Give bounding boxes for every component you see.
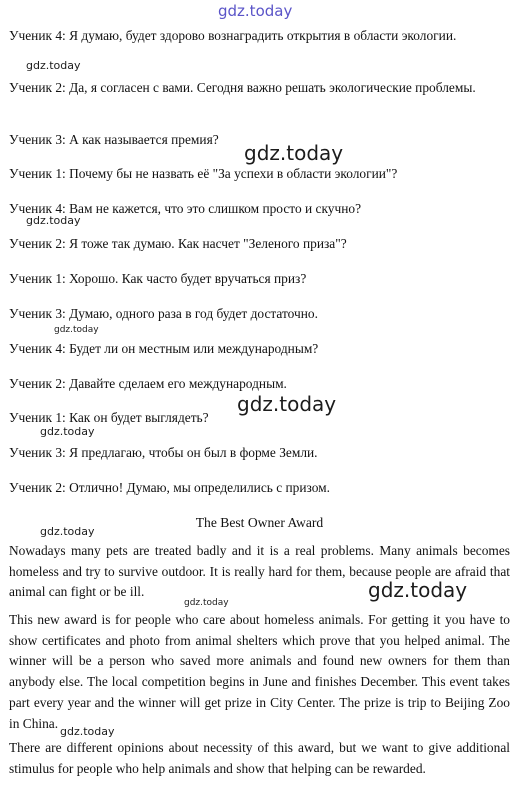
dialogue-line-9: Ученик 4: Будет ли он местным или международным? <box>9 341 319 356</box>
dialogue-line-13: Ученик 2: Отлично! Думаю, мы определились с призом. <box>9 480 331 495</box>
dialogue-line-10: Ученик 2: Давайте сделаем его международным. <box>9 376 287 391</box>
dialogue-line-5: Ученик 4: Вам не кажется, что это слишком просто и скучно? <box>9 201 362 216</box>
dialogue-line-12: Ученик 3: Я предлагаю, чтобы он был в форме Земли. <box>9 445 318 460</box>
dialogue-line-11: Ученик 1: Как он будет выглядеть? <box>9 410 209 425</box>
watermark: gdz.today <box>184 598 229 608</box>
watermark: gdz.today <box>368 578 468 602</box>
watermark: gdz.today <box>40 525 95 538</box>
watermark: gdz.today <box>40 425 95 438</box>
dialogue-line-4: Ученик 1: Почему бы не назвать её "За успехи в области экологии"? <box>9 166 398 181</box>
watermark: gdz.today <box>244 141 344 165</box>
dialogue-line-1: Ученик 4: Я думаю, будет здорово вознаградить открытия в области экологии. <box>9 28 457 43</box>
watermark: gdz.today <box>54 325 99 335</box>
watermark: gdz.today <box>26 59 81 72</box>
watermark-top: gdz.today <box>218 2 293 20</box>
essay-title: The Best Owner Award <box>195 515 324 530</box>
essay-paragraph-3: There are different opinions about necessity of this award, but we want to give additional stimulus for people who help animals and show that helping can be rewarded. <box>9 740 510 776</box>
dialogue-line-3: Ученик 3: А как называется премия? <box>9 132 219 147</box>
essay-paragraph-1: Nowadays many pets are treated badly and it is a real problems. Many animals becomes homeless and try to survive outdoor. It is really hard for them, because people are afraid that animal can fight or be ill. <box>9 543 510 600</box>
essay-paragraph-2: This new award is for people who care about homeless animals. For getting it you have to show certificates and photo from animal shelters which prove that you helped animal. The winner will be a person who saved more animals and found new owners for them than anybody else. The local competition begins in June and finishes December. This event takes part every year and the winner will get prize in City Center. The prize is trip to Beijing Zoo in China. <box>9 612 510 731</box>
dialogue-line-2: Ученик 2: Да, я согласен с вами. Сегодня важно решать экологические проблемы. <box>9 80 476 95</box>
watermark: gdz.today <box>60 725 115 738</box>
dialogue-line-6: Ученик 2: Я тоже так думаю. Как насчет "Зеленого приза"? <box>9 236 347 251</box>
watermark: gdz.today <box>237 392 337 416</box>
dialogue-line-8: Ученик 3: Думаю, одного раза в год будет достаточно. <box>9 306 318 321</box>
watermark: gdz.today <box>26 214 81 227</box>
dialogue-line-7: Ученик 1: Хорошо. Как часто будет вручаться приз? <box>9 271 307 286</box>
